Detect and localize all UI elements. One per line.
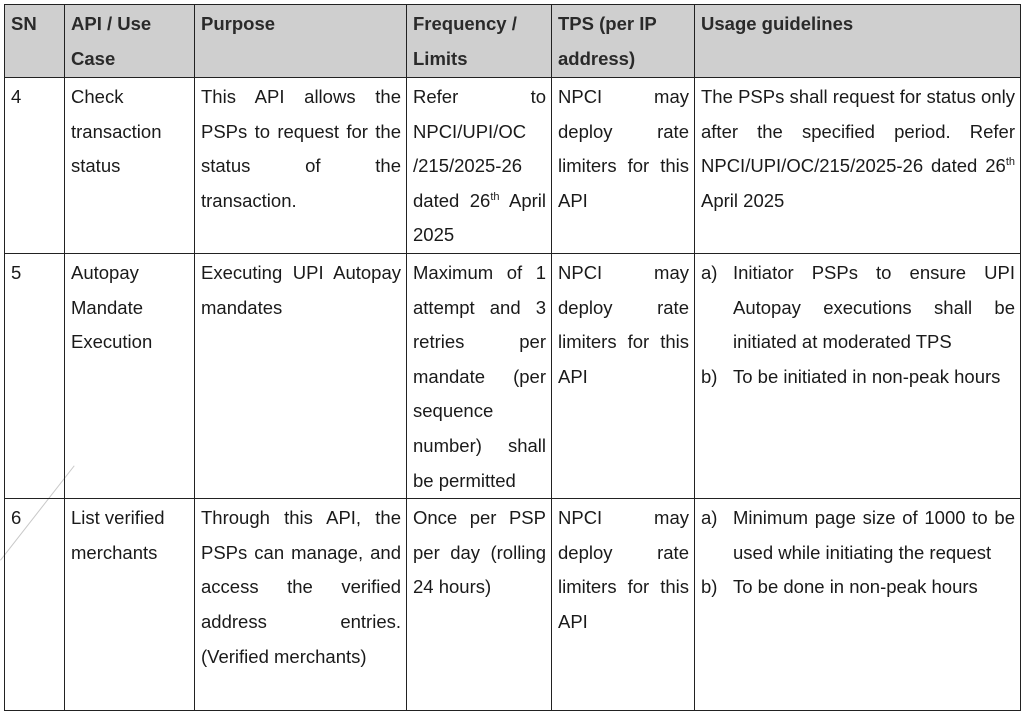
- list-item: [701, 256, 1015, 360]
- list-item: [701, 501, 1015, 570]
- api-guidelines-table: [4, 4, 1021, 711]
- cell-tps: NPCI may deploy rate limiters for this API: [552, 78, 695, 254]
- frequency-text-end: April 2025: [413, 189, 546, 246]
- usage-text-end: April 2025: [701, 189, 785, 211]
- cell-frequency: Maximum of 1 attempt and 3 retries per mandate (per sequence number) shall be permitted: [407, 253, 552, 498]
- header-purpose: Purpose: [195, 5, 407, 78]
- cell-api: Check transaction status: [65, 78, 195, 254]
- cell-frequency: Once per PSP per day (rolling 24 hours): [407, 499, 552, 711]
- table-row: [5, 78, 1021, 254]
- frequency-text: Refer to NPCI/UPI/OC /215/2025-26 dated 26: [413, 86, 546, 211]
- usage-list: [701, 256, 1015, 394]
- list-marker: a): [701, 507, 718, 529]
- cell-usage: [695, 499, 1021, 711]
- header-api-use-case: API / Use Case: [65, 5, 195, 78]
- usage-list: [701, 501, 1015, 605]
- list-marker: b): [701, 576, 718, 598]
- header-frequency-limits: Frequency / Limits: [407, 5, 552, 78]
- table-row: [5, 253, 1021, 498]
- header-usage-guidelines: Usage guidelines: [695, 5, 1021, 78]
- list-marker: b): [701, 365, 718, 387]
- cell-purpose: This API allows the PSPs to request for the status of the transaction.: [195, 78, 407, 254]
- list-item-text: Minimum page size of 1000 to be used while initiating the request: [733, 507, 1015, 563]
- cell-purpose: Through this API, the PSPs can manage, and access the verified address entries. (Verified merchants): [195, 499, 407, 711]
- list-item: [701, 360, 1015, 395]
- cell-usage: [695, 253, 1021, 498]
- cell-api: Autopay Mandate Execution: [65, 253, 195, 498]
- cell-purpose: Executing UPI Autopay mandates: [195, 253, 407, 498]
- cell-usage: [695, 78, 1021, 254]
- table-header-row: [5, 5, 1021, 78]
- cell-sn: 5: [5, 253, 65, 498]
- cell-sn: 6: [5, 499, 65, 711]
- usage-superscript: th: [1005, 156, 1015, 169]
- table-row: [5, 499, 1021, 711]
- cell-frequency: [407, 78, 552, 254]
- list-item: [701, 570, 1015, 605]
- cell-tps: NPCI may deploy rate limiters for this API: [552, 499, 695, 711]
- list-marker: a): [701, 261, 718, 283]
- header-sn: SN: [5, 5, 65, 78]
- list-item-text: Initiator PSPs to ensure UPI Autopay executions shall be initiated at moderated TPS: [733, 261, 1015, 353]
- cell-sn: 4: [5, 78, 65, 254]
- list-item-text: To be done in non-peak hours: [733, 576, 978, 598]
- cell-tps: NPCI may deploy rate limiters for this API: [552, 253, 695, 498]
- header-tps: TPS (per IP address): [552, 5, 695, 78]
- usage-text: The PSPs shall request for status only after the specified period. Refer NPCI/UPI/OC/215/2025-26 dated 26: [701, 86, 1015, 177]
- cell-api: List verified merchants: [65, 499, 195, 711]
- list-item-text: To be initiated in non-peak hours: [733, 365, 1001, 387]
- frequency-superscript: th: [490, 190, 500, 203]
